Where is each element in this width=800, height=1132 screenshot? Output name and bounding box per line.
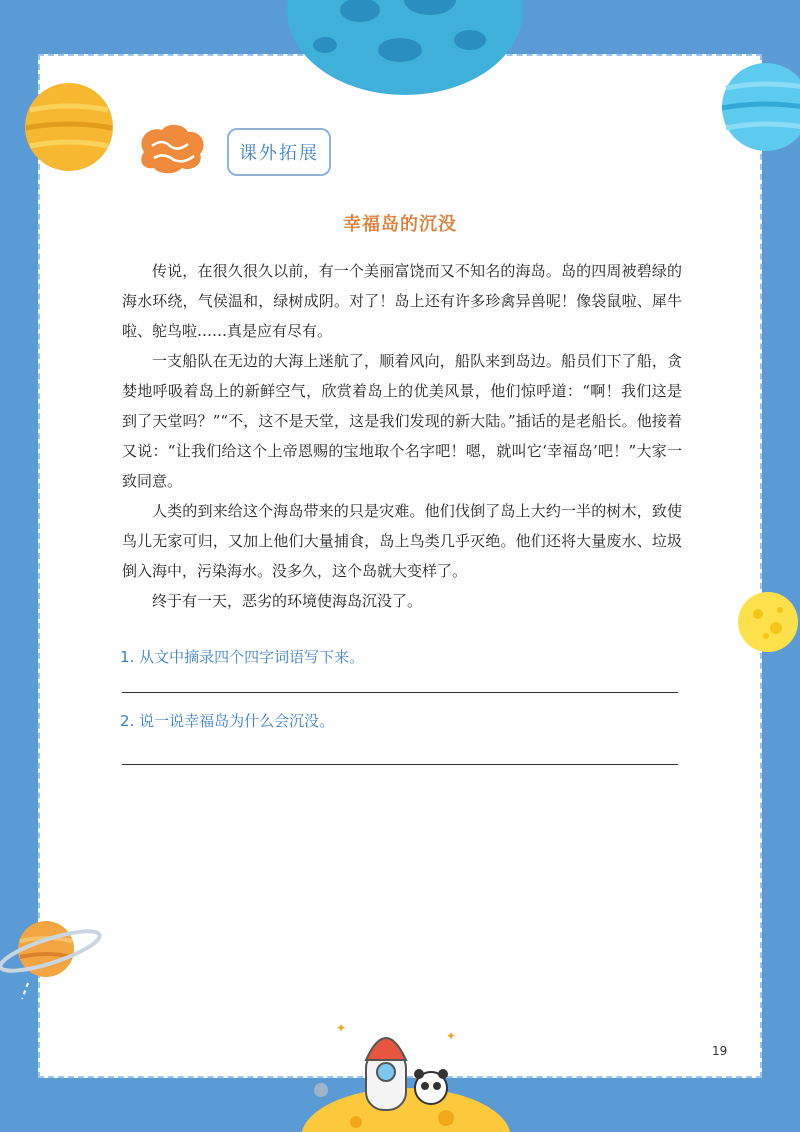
moon-icon [736,590,800,654]
story-paragraph: 一支船队在无边的大海上迷航了，顺着风向，船队来到岛边。船员们下了船，贪婪地呼吸着岛上的新鲜空气，欣赏着岛上的优美风景，他们惊呼道：“啊！我们这是到了天堂吗？”“不，这不是天堂，这是我们发现的新大陆。”插话的是老船长。他接着又说：“让我们给这个上帝恩赐的宝地取个名字吧！嗯，就叫它‘幸福岛’吧！”大家一致同意。 [122,352,682,490]
yellow-planet-icon [22,80,116,174]
blue-planet-icon [716,60,800,154]
story-paragraph: 终于有一天，恶劣的环境使海岛沉没了。 [152,592,423,610]
rocket-panda-illustration [296,1010,516,1132]
svg-text:✦: ✦ [336,1021,347,1035]
answer-line-2[interactable] [122,764,678,765]
ringed-planet-icon [0,905,110,1005]
top-planet-icon [280,0,530,110]
brain-icon [134,122,208,176]
answer-line-1[interactable] [122,692,678,693]
question-1: 1. 从文中摘录四个四字词语写下来。 [120,648,365,666]
svg-text:✦: ✦ [446,1029,457,1043]
section-label: 课外拓展 [227,128,331,176]
story-title: 幸福岛的沉没 [343,214,457,235]
question-2: 2. 说一说幸福岛为什么会沉没。 [120,712,335,730]
story-paragraph: 人类的到来给这个海岛带来的只是灾难。他们伐倒了岛上大约一半的树木，致使鸟儿无家可归，又加上他们大量捕食，岛上鸟类几乎灭绝。他们还将大量废水、垃圾倒入海中，污染海水。没多久，这个岛就大变样了。 [122,502,682,580]
story-paragraph: 传说，在很久很久以前，有一个美丽富饶而又不知名的海岛。岛的四周被碧绿的海水环绕，气侯温和，绿树成阴。对了！岛上还有许多珍禽异兽呢！像袋鼠啦、犀牛啦、鸵鸟啦……真是应有尽有。 [122,262,682,340]
story-body [122,256,682,616]
page-number: 19 [712,1044,728,1058]
